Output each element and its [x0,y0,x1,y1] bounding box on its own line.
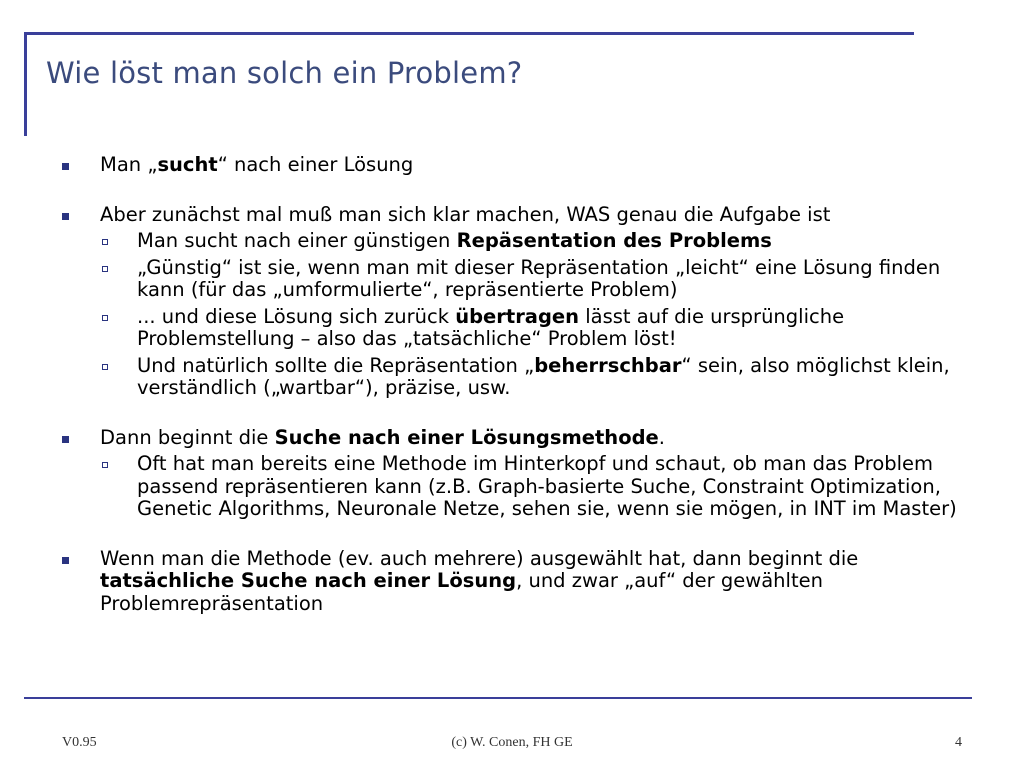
square-bullet-icon [62,436,69,443]
sub-bullet-item [60,306,980,351]
text-run: “ sein, also möglichst klein, verständlich („wartbar“), präzise, usw. [137,353,950,399]
bullet-item [60,427,980,450]
square-bullet-icon [62,557,69,564]
footer-page-number: 4 [955,735,962,750]
square-bullet-icon [62,213,69,220]
sub-bullet-item [60,257,980,302]
emphasized-text: beherrschbar [534,353,682,377]
sub-bullet-item [60,355,980,400]
text-run: lässt auf die ursprüngliche Problemstellung – also das „tatsächliche“ Problem löst! [137,304,845,350]
emphasized-text: Repäsentation des Problems [456,229,772,252]
text-run: . [658,425,665,449]
hollow-square-bullet-icon [102,462,108,468]
text-run: Aber zunächst mal muß man sich klar machen, WAS genau die Aufgabe ist [100,202,831,226]
bullet-item [60,548,980,616]
hollow-square-bullet-icon [102,239,108,245]
bullet-spacer [60,521,980,548]
text-run: Wenn man die Methode (ev. auch mehrere) ausgewählt hat, dann beginnt die [100,546,859,570]
text-run: Oft hat man bereits eine Methode im Hinterkopf und schaut, ob man das Problem passend repräsentieren kann (z.B. Graph-basierte Suche, Constraint Optimization, Genetic Algorithms, Neuronale Netze, sehen sie, wenn sie mögen, in INT im Master) [137,452,957,520]
slide-frame-top-line [24,32,914,35]
bullet-item [60,204,980,227]
text-run: ... und diese Lösung sich zurück [137,304,456,328]
bullet-spacer [60,400,980,427]
hollow-square-bullet-icon [102,266,108,272]
sub-bullet-item [60,230,980,253]
text-run: Dann beginnt die [100,425,275,449]
text-run: „Günstig“ ist sie, wenn man mit dieser Repräsentation „leicht“ eine Lösung finden kann (für das „umformulierte“, repräsentierte Problem) [137,255,941,301]
bullet-spacer [60,177,980,204]
emphasized-text: übertragen [455,304,580,328]
sub-bullet-item [60,453,980,521]
footer-version: V0.95 [62,735,97,750]
slide-frame-left-line [24,32,27,136]
emphasized-text: tatsächliche Suche nach einer Lösung [100,569,517,592]
text-run: , und zwar „auf“ der gewählten Problemrepräsentation [100,569,823,615]
text-run: Und natürlich sollte die Repräsentation „ [137,353,535,377]
text-run: Man sucht nach einer günstigen [137,229,457,252]
slide-frame-bottom-line [24,697,972,699]
slide-body [60,154,980,615]
hollow-square-bullet-icon [102,364,108,370]
footer-copyright: (c) W. Conen, FH GE [451,735,573,750]
bullet-item [60,154,980,177]
text-run: Man „ [100,153,158,176]
text-run: “ nach einer Lösung [217,153,414,176]
emphasized-text: Suche nach einer Lösungsmethode [274,425,659,449]
emphasized-text: sucht [157,153,218,176]
hollow-square-bullet-icon [102,315,108,321]
square-bullet-icon [62,163,69,170]
slide-title: Wie löst man solch ein Problem? [46,56,523,90]
